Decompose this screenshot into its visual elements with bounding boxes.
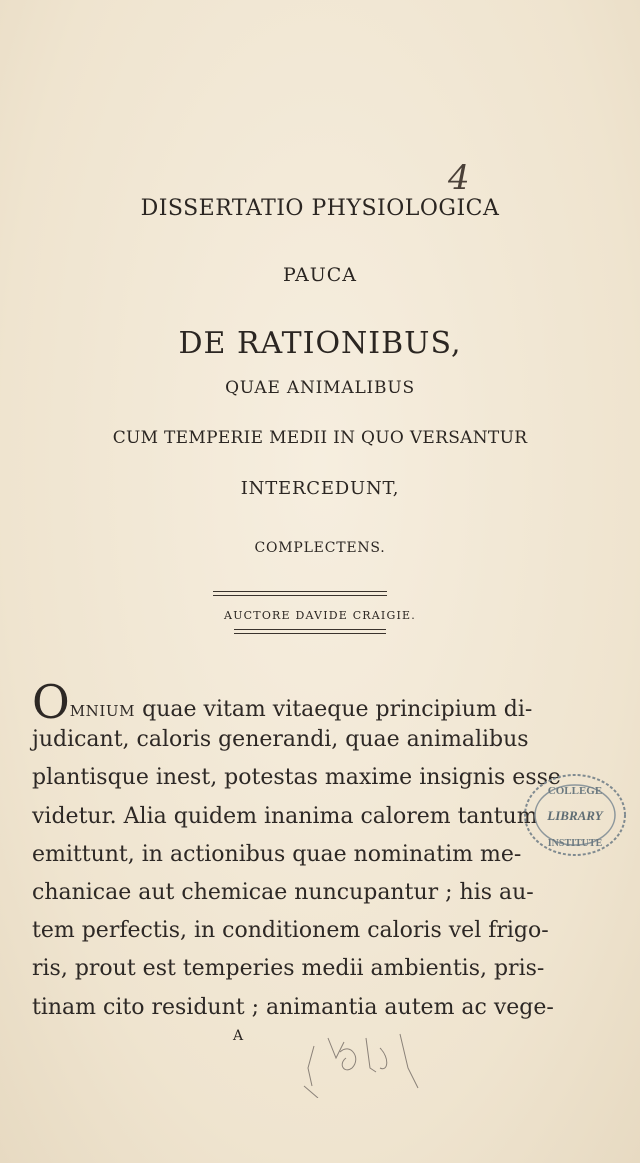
body-line: judicant, caloris generandi, quae animalibus: [32, 727, 529, 753]
divider-bottom-thin: [234, 629, 386, 630]
stamp-text-mid: LIBRARY: [547, 808, 603, 823]
body-line: ris, prout est temperies medii ambientis, pris-: [32, 956, 545, 982]
title-line-7: COMPLECTENS.: [254, 540, 386, 556]
stamp-text-top: COLLEGE: [547, 785, 603, 797]
body-line: chanicae aut chemicae nuncupantur ; his au-: [32, 879, 534, 905]
handwritten-scribble: [300, 1028, 440, 1098]
signature-mark: A: [233, 1028, 244, 1044]
title-line-1: DISSERTATIO PHYSIOLOGICA: [140, 196, 500, 221]
body-line: plantisque inest, potestas maxime insignis esse: [32, 765, 561, 791]
body-line: tinam cito residunt ; animantia autem ac vege-: [32, 994, 554, 1020]
body-line: emittunt, in actionibus quae nominatim me-: [32, 841, 522, 867]
title-line-2: PAUCA: [282, 264, 358, 286]
body-line: tem perfectis, in conditionem caloris vel frigo-: [32, 918, 549, 944]
body-line: videtur. Alia quidem inanima calorem tantum: [32, 803, 538, 829]
title-line-3: DE RATIONIBUS,: [178, 326, 462, 361]
divider-top-thick: [213, 591, 387, 592]
title-line-6: INTERCEDUNT,: [240, 478, 400, 499]
small-caps-word: MNIUM: [69, 702, 136, 720]
title-line-4: QUAE ANIMALIBUS: [225, 378, 415, 398]
stamp-text-bottom: INSTITUTE: [547, 838, 603, 849]
body-line-1: [32, 675, 533, 729]
body-text: [32, 675, 561, 1027]
author-line: AUCTORE DAVIDE CRAIGIE.: [224, 609, 416, 622]
divider-bottom-thick: [234, 633, 386, 634]
divider-top-thin: [213, 595, 387, 596]
library-stamp: [522, 770, 628, 860]
handwritten-mark: 4: [448, 158, 470, 198]
drop-cap: O: [32, 675, 70, 729]
body-line-1-rest: quae vitam vitaeque principium di-: [135, 697, 533, 722]
title-line-5: CUM TEMPERIE MEDII IN QUO VERSANTUR: [112, 428, 528, 448]
